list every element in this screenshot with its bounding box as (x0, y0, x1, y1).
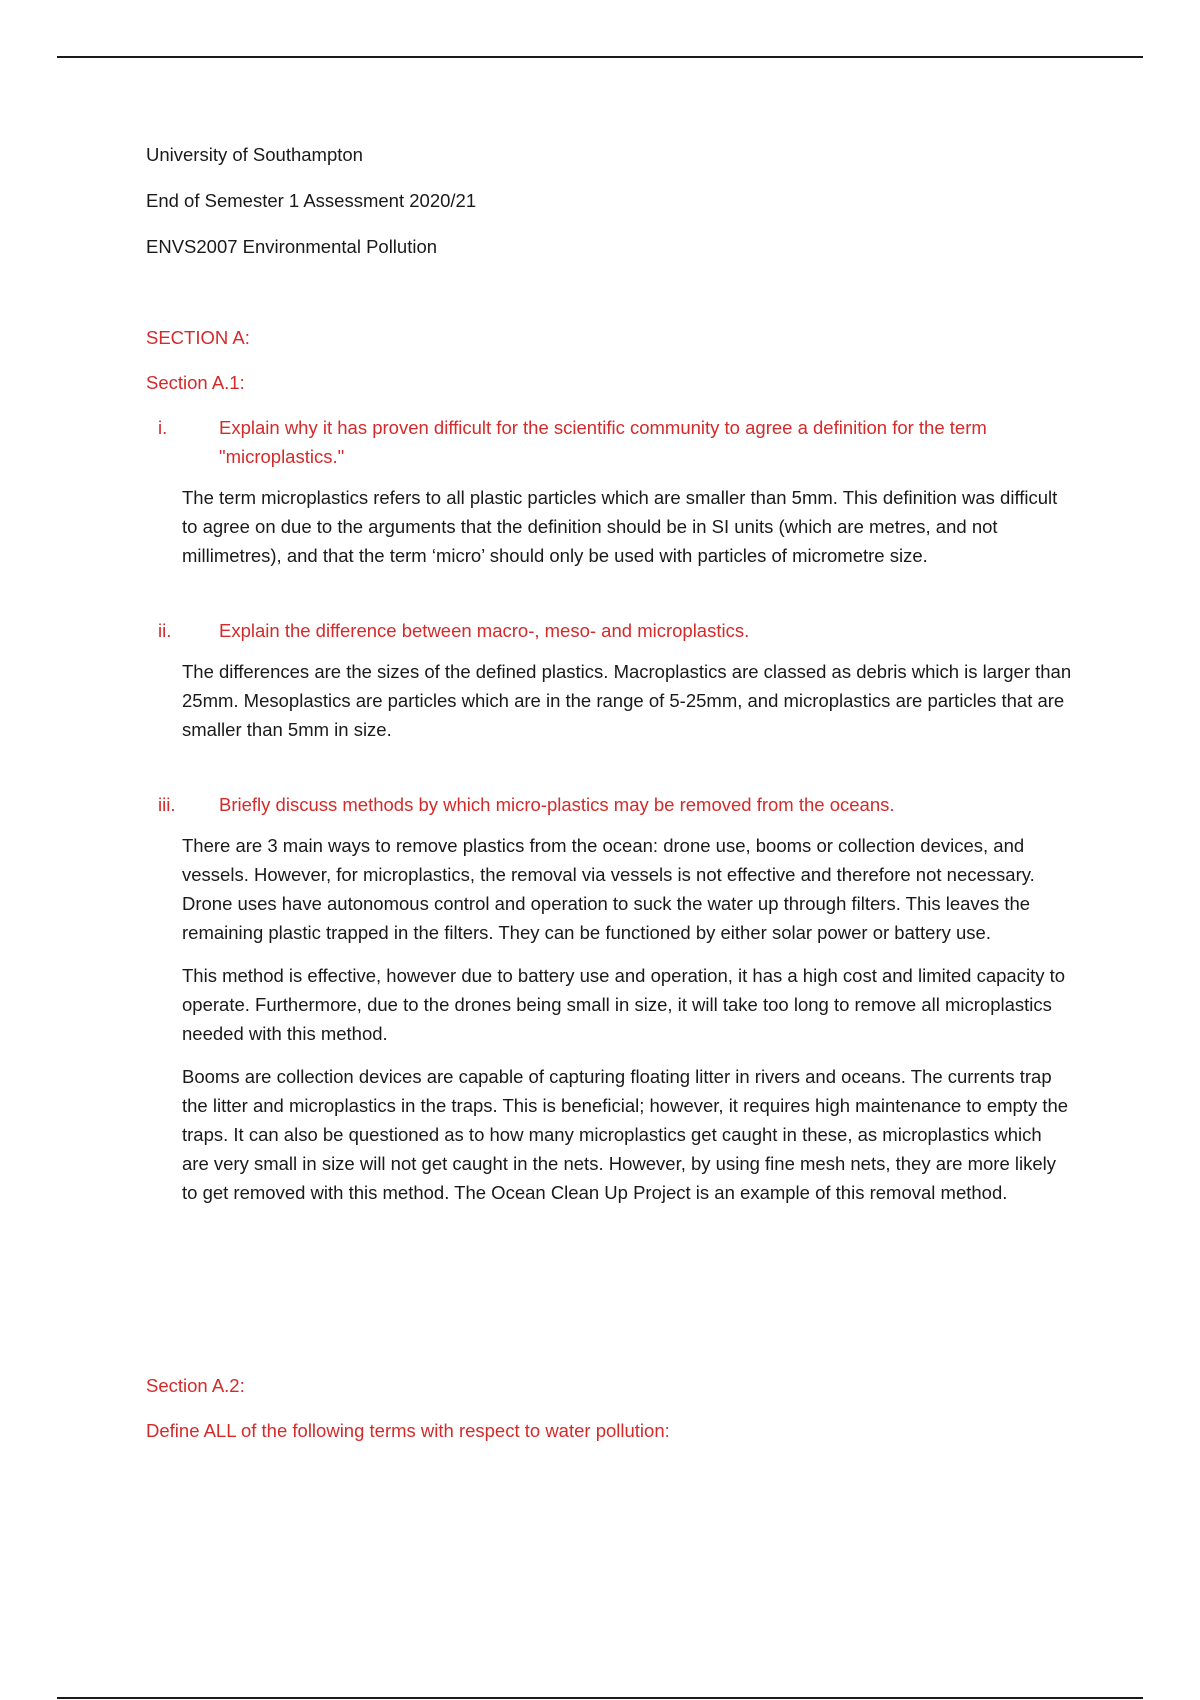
question-i (146, 413, 1066, 471)
question-number: iii. (158, 794, 176, 815)
question-text: Explain the difference between macro-, meso- and microplastics. (219, 620, 750, 641)
module-title: ENVS2007 Environmental Pollution (146, 236, 438, 257)
spacer (146, 758, 1066, 790)
question-text: Briefly discuss methods by which micro-plastics may be removed from the oceans. (219, 794, 895, 815)
spacer (146, 584, 1066, 616)
section-a1-heading: Section A.1: (146, 372, 245, 393)
question-text: Explain why it has proven difficult for the scientific community to agree a definition for the term "microplastics." (219, 417, 987, 467)
institution-name: University of Southampton (146, 144, 363, 165)
answer-paragraph: The term microplastics refers to all plastic particles which are smaller than 5mm. This definition was difficult to agree on due to the arguments that the definition should be in SI units (which are metres, and not millimetres), and that the term ‘micro’ should only be used with particles of micrometre size. (182, 487, 1058, 566)
answer-paragraph: This method is effective, however due to battery use and operation, it has a high cost and limited capacity to operate. Furthermore, due to the drones being small in size, it will take too long to remove all microplastics needed with this method. (182, 965, 1066, 1044)
bottom-rule (57, 1697, 1143, 1699)
document-body (146, 140, 1072, 1461)
answer-paragraph: Booms are collection devices are capable of capturing floating litter in rivers and oceans. The currents trap the litter and microplastics in the traps. This is beneficial; however, it requires high maintenance to empty the traps. It can also be questioned as to how many microplastics get caught in these, as microplastics which are very small in size will not get caught in the nets. However, by using fine mesh nets, they are more likely to get removed with this method. The Ocean Clean Up Project is an example of this removal method. (182, 1066, 1069, 1203)
spacer (146, 1221, 1066, 1371)
question-iii (146, 790, 1066, 819)
section-a2-instruction: Define ALL of the following terms with respect to water pollution: (146, 1420, 670, 1441)
question-number: ii. (158, 620, 172, 641)
section-a2-heading: Section A.2: (146, 1375, 245, 1396)
question-ii (146, 616, 1066, 645)
question-number: i. (158, 417, 168, 438)
spacer (146, 278, 1066, 323)
answer-paragraph: The differences are the sizes of the defined plastics. Macroplastics are classed as debris which is larger than 25mm. Mesoplastics are particles which are in the range of 5-25mm, and microplastics are particles that are smaller than 5mm in size. (182, 661, 1072, 740)
section-a-heading: SECTION A: (146, 327, 250, 348)
assessment-title: End of Semester 1 Assessment 2020/21 (146, 190, 477, 211)
top-rule (57, 56, 1143, 58)
answer-paragraph: There are 3 main ways to remove plastics from the ocean: drone use, booms or collection devices, and vessels. However, for microplastics, the removal via vessels is not effective and therefore not necessary. Drone uses have autonomous control and operation to suck the water up through filters. This leaves the remaining plastic trapped in the filters. They can be functioned by either solar power or battery use. (182, 835, 1035, 943)
